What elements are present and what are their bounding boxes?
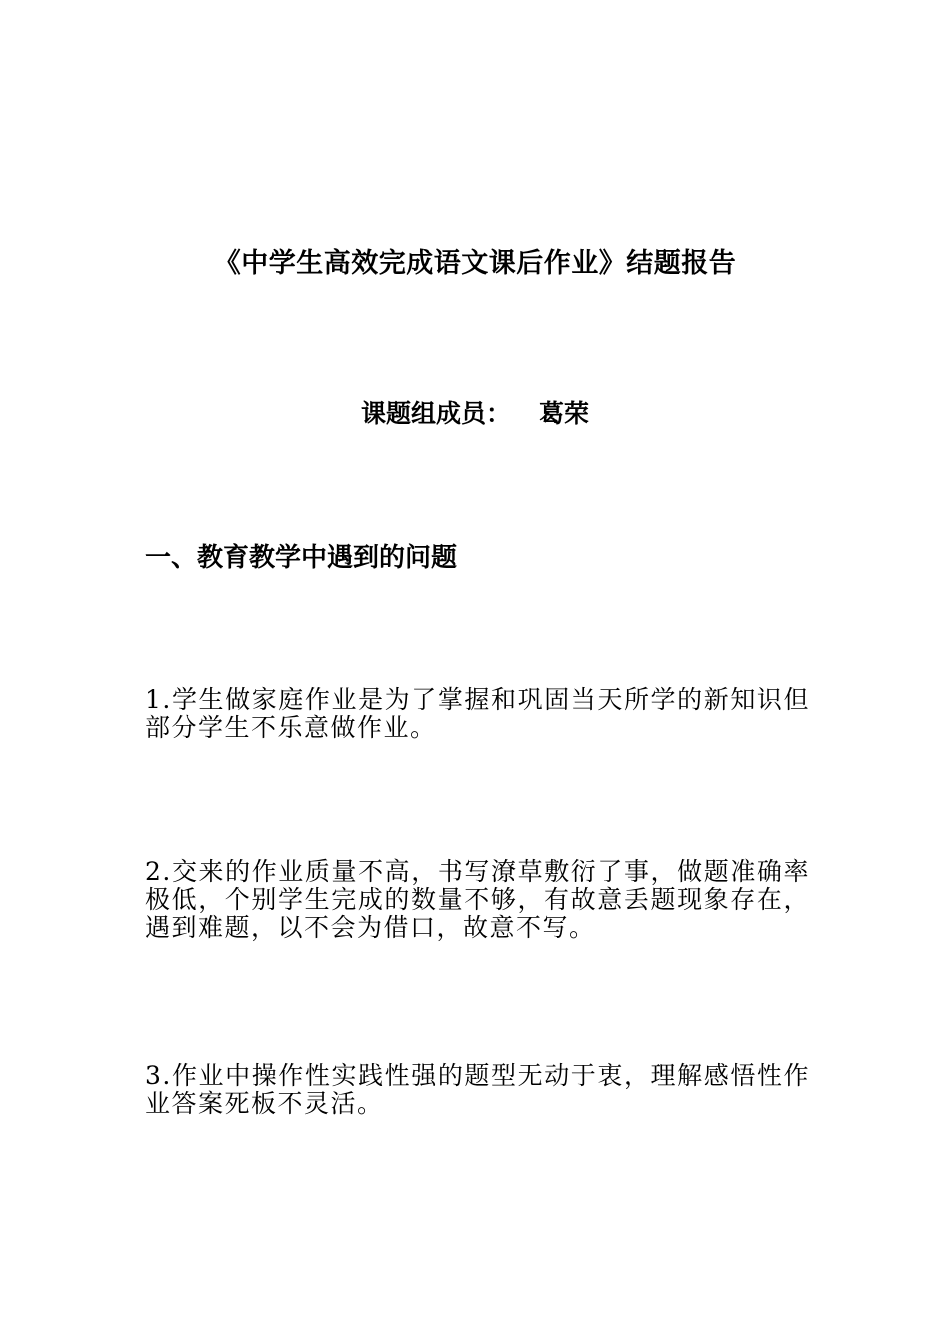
paragraph-2: 2.交来的作业质量不高，书写潦草敷衍了事，做题准确率极低，个别学生完成的数量不够，有故意丢题现象存在，遇到难题，以不会为借口，故意不写。: [145, 857, 810, 942]
team-members-line: [0, 394, 950, 434]
members-value: 葛荣: [539, 399, 590, 428]
paragraph-3: 3.作业中操作性实践性强的题型无动于衷，理解感悟性作业答案死板不灵活。: [145, 1061, 810, 1118]
members-label: 课题组成员：: [360, 399, 511, 428]
document-title: 《中学生高效完成语文课后作业》结题报告: [213, 248, 737, 279]
section-heading: 一、教育教学中遇到的问题: [145, 543, 458, 573]
paragraph-1: 1.学生做家庭作业是为了掌握和巩固当天所学的新知识但部分学生不乐意做作业。: [145, 685, 810, 742]
